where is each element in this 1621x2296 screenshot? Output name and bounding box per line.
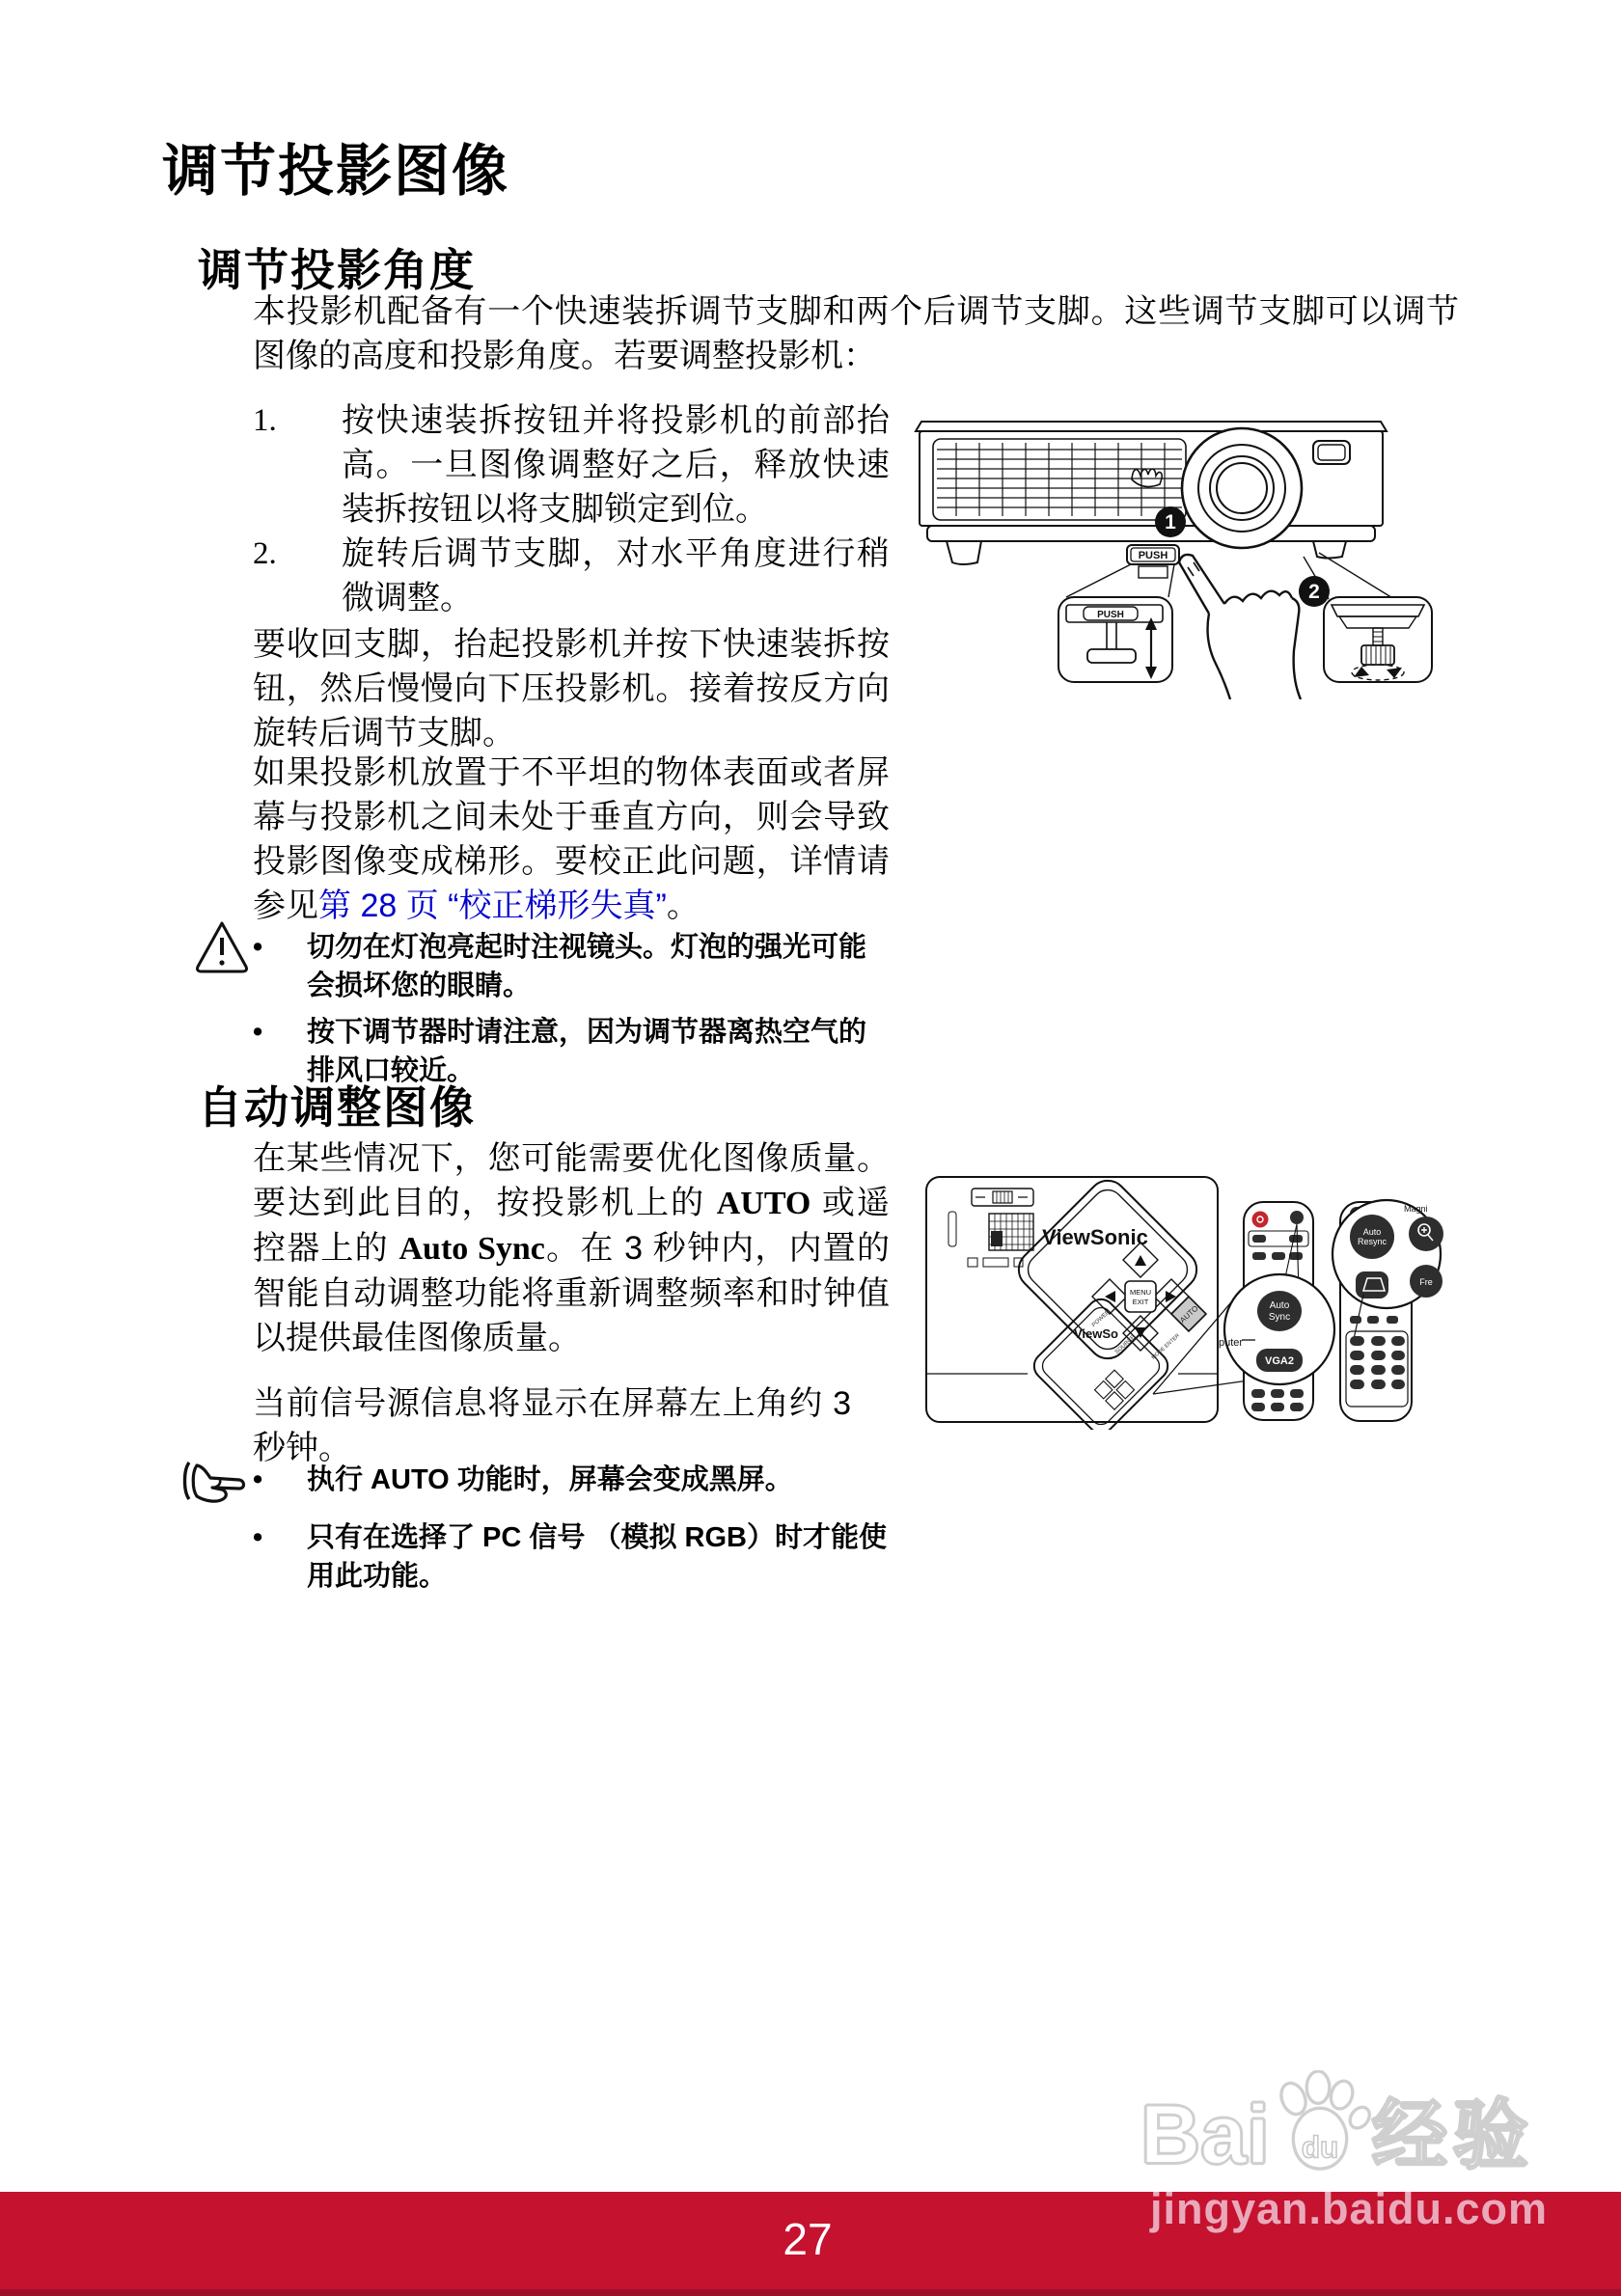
push-button-label: PUSH: [1138, 550, 1168, 561]
step-number: 1.: [253, 403, 277, 438]
source-key-label: SOURCE: [1113, 1334, 1137, 1356]
auto-key-label: AUTO: [1178, 1303, 1200, 1326]
push-inset-label: PUSH: [1097, 610, 1124, 620]
warning-text: 切勿在灯泡亮起时注视镜头。灯泡的强光可能会损坏您的眼睛。: [307, 932, 867, 1001]
warning-icon: [193, 918, 251, 974]
baidu-paw-icon: [1268, 2070, 1372, 2176]
svg-text:Resync: Resync: [1357, 1237, 1387, 1246]
freeze-button-label-partial: Fre: [1419, 1277, 1433, 1287]
bullet: •: [253, 932, 263, 963]
step-item-2: [253, 532, 890, 620]
auto-sync-button-label: Auto: [1269, 1300, 1290, 1311]
section-heading-auto-adjust: 自动调整图像: [198, 1082, 476, 1133]
callout-badge-2: [1299, 576, 1330, 607]
watermark-url: jingyan.baidu.com: [1150, 2184, 1549, 2233]
footer-edge: [0, 2289, 1621, 2296]
bullet: •: [253, 1464, 263, 1495]
step-number: 2.: [253, 536, 277, 571]
note-text: 只有在选择了 PC 信号 （模拟 RGB）时才能使用此功能。: [307, 1522, 887, 1592]
bullet: •: [253, 1522, 263, 1553]
step-list: [253, 398, 890, 620]
page-title: 调节投影图像: [162, 140, 510, 203]
step-item-1: [253, 398, 890, 532]
watermark-jingyan-text: 经验: [1371, 2092, 1534, 2177]
callout-badge-1: [1155, 506, 1186, 537]
baidu-jingyan-watermark: [1140, 2070, 1534, 2181]
auto-sync-keyword: Auto Sync: [398, 1231, 545, 1267]
figure-auto-adjust: [912, 1150, 1457, 1430]
magnify-label-partial: Magni: [1404, 1204, 1428, 1214]
note-text: 执行 AUTO 功能时，屏幕会变成黑屏。: [307, 1464, 793, 1495]
mode-enter-key-label: MODE ENTER: [1150, 1332, 1181, 1361]
viewsonic-logo-text-small: ViewSo: [1074, 1326, 1119, 1341]
auto-paragraph: [253, 1136, 890, 1360]
note-item-2: [253, 1518, 890, 1596]
svg-text:Sync: Sync: [1268, 1312, 1291, 1323]
step-text: 旋转后调节支脚，对水平角度进行稍微调整。: [342, 535, 890, 616]
keystone-link[interactable]: 第 28 页 “校正梯形失真”: [318, 888, 667, 924]
svg-text:1: 1: [1165, 511, 1176, 533]
figure-quick-release-feet: [893, 410, 1438, 699]
watermark-du-text: du: [1301, 2130, 1339, 2165]
note-hand-icon: [179, 1455, 255, 1507]
computer-label-partial: puter: [1219, 1337, 1244, 1349]
auto-resync-button-label: Auto: [1362, 1227, 1382, 1237]
section-heading-adjust-angle: 调节投影角度: [198, 245, 476, 295]
viewsonic-logo-text: ViewSonic: [1042, 1225, 1148, 1249]
retract-paragraph: 要收回支脚，抬起投影机并按下快速装拆按钮，然后慢慢向下压投影机。接着按反方向旋转后调节支脚。: [253, 626, 890, 752]
vga2-button-label: VGA2: [1265, 1355, 1294, 1367]
auto-text: 或遥控器上的: [253, 1185, 890, 1267]
bullet: •: [253, 1017, 263, 1048]
keystone-paragraph: [253, 751, 890, 928]
auto-text: 在某些情况下，您可能需要优化图像质量。要达到此目的，按投影机上的: [253, 1140, 890, 1221]
note-item-1: [253, 1461, 890, 1499]
keystone-text-post: 。: [666, 888, 700, 924]
power-key-label: POWER: [1090, 1309, 1112, 1329]
source-info-paragraph: 当前信号源信息将显示在屏幕左上角约 3 秒钟。: [253, 1385, 851, 1466]
intro-paragraph: 本投影机配备有一个快速装拆调节支脚和两个后调节支脚。这些调节支脚可以调节图像的高度和投影角度。若要调整投影机：: [253, 293, 1459, 374]
exit-key-label: EXIT: [1132, 1298, 1149, 1306]
warning-note-1: [253, 928, 878, 1005]
watermark-bai-text: Bai: [1140, 2089, 1270, 2181]
auto-keyword: AUTO: [716, 1186, 811, 1221]
step-text: 按快速装拆按钮并将投影机的前部抬高。一旦图像调整好之后，释放快速装拆按钮以将支脚锁定到位。: [342, 402, 890, 528]
menu-key-label: MENU: [1129, 1288, 1152, 1297]
svg-text:2: 2: [1308, 581, 1320, 603]
auto-text: 。在 3 秒钟内，内置的智能自动调整功能将重新调整频率和时钟值以提供最佳图像质量。: [253, 1230, 890, 1356]
keystone-text-pre: 如果投影机放置于不平坦的物体表面或者屏幕与投影机之间未处于垂直方向，则会导致投影图像变成梯形。要校正此问题，详情请参见: [253, 754, 890, 924]
page-number: 27: [783, 2214, 833, 2264]
warning-text: 按下调节器时请注意，因为调节器离热空气的排风口较近。: [307, 1017, 867, 1086]
